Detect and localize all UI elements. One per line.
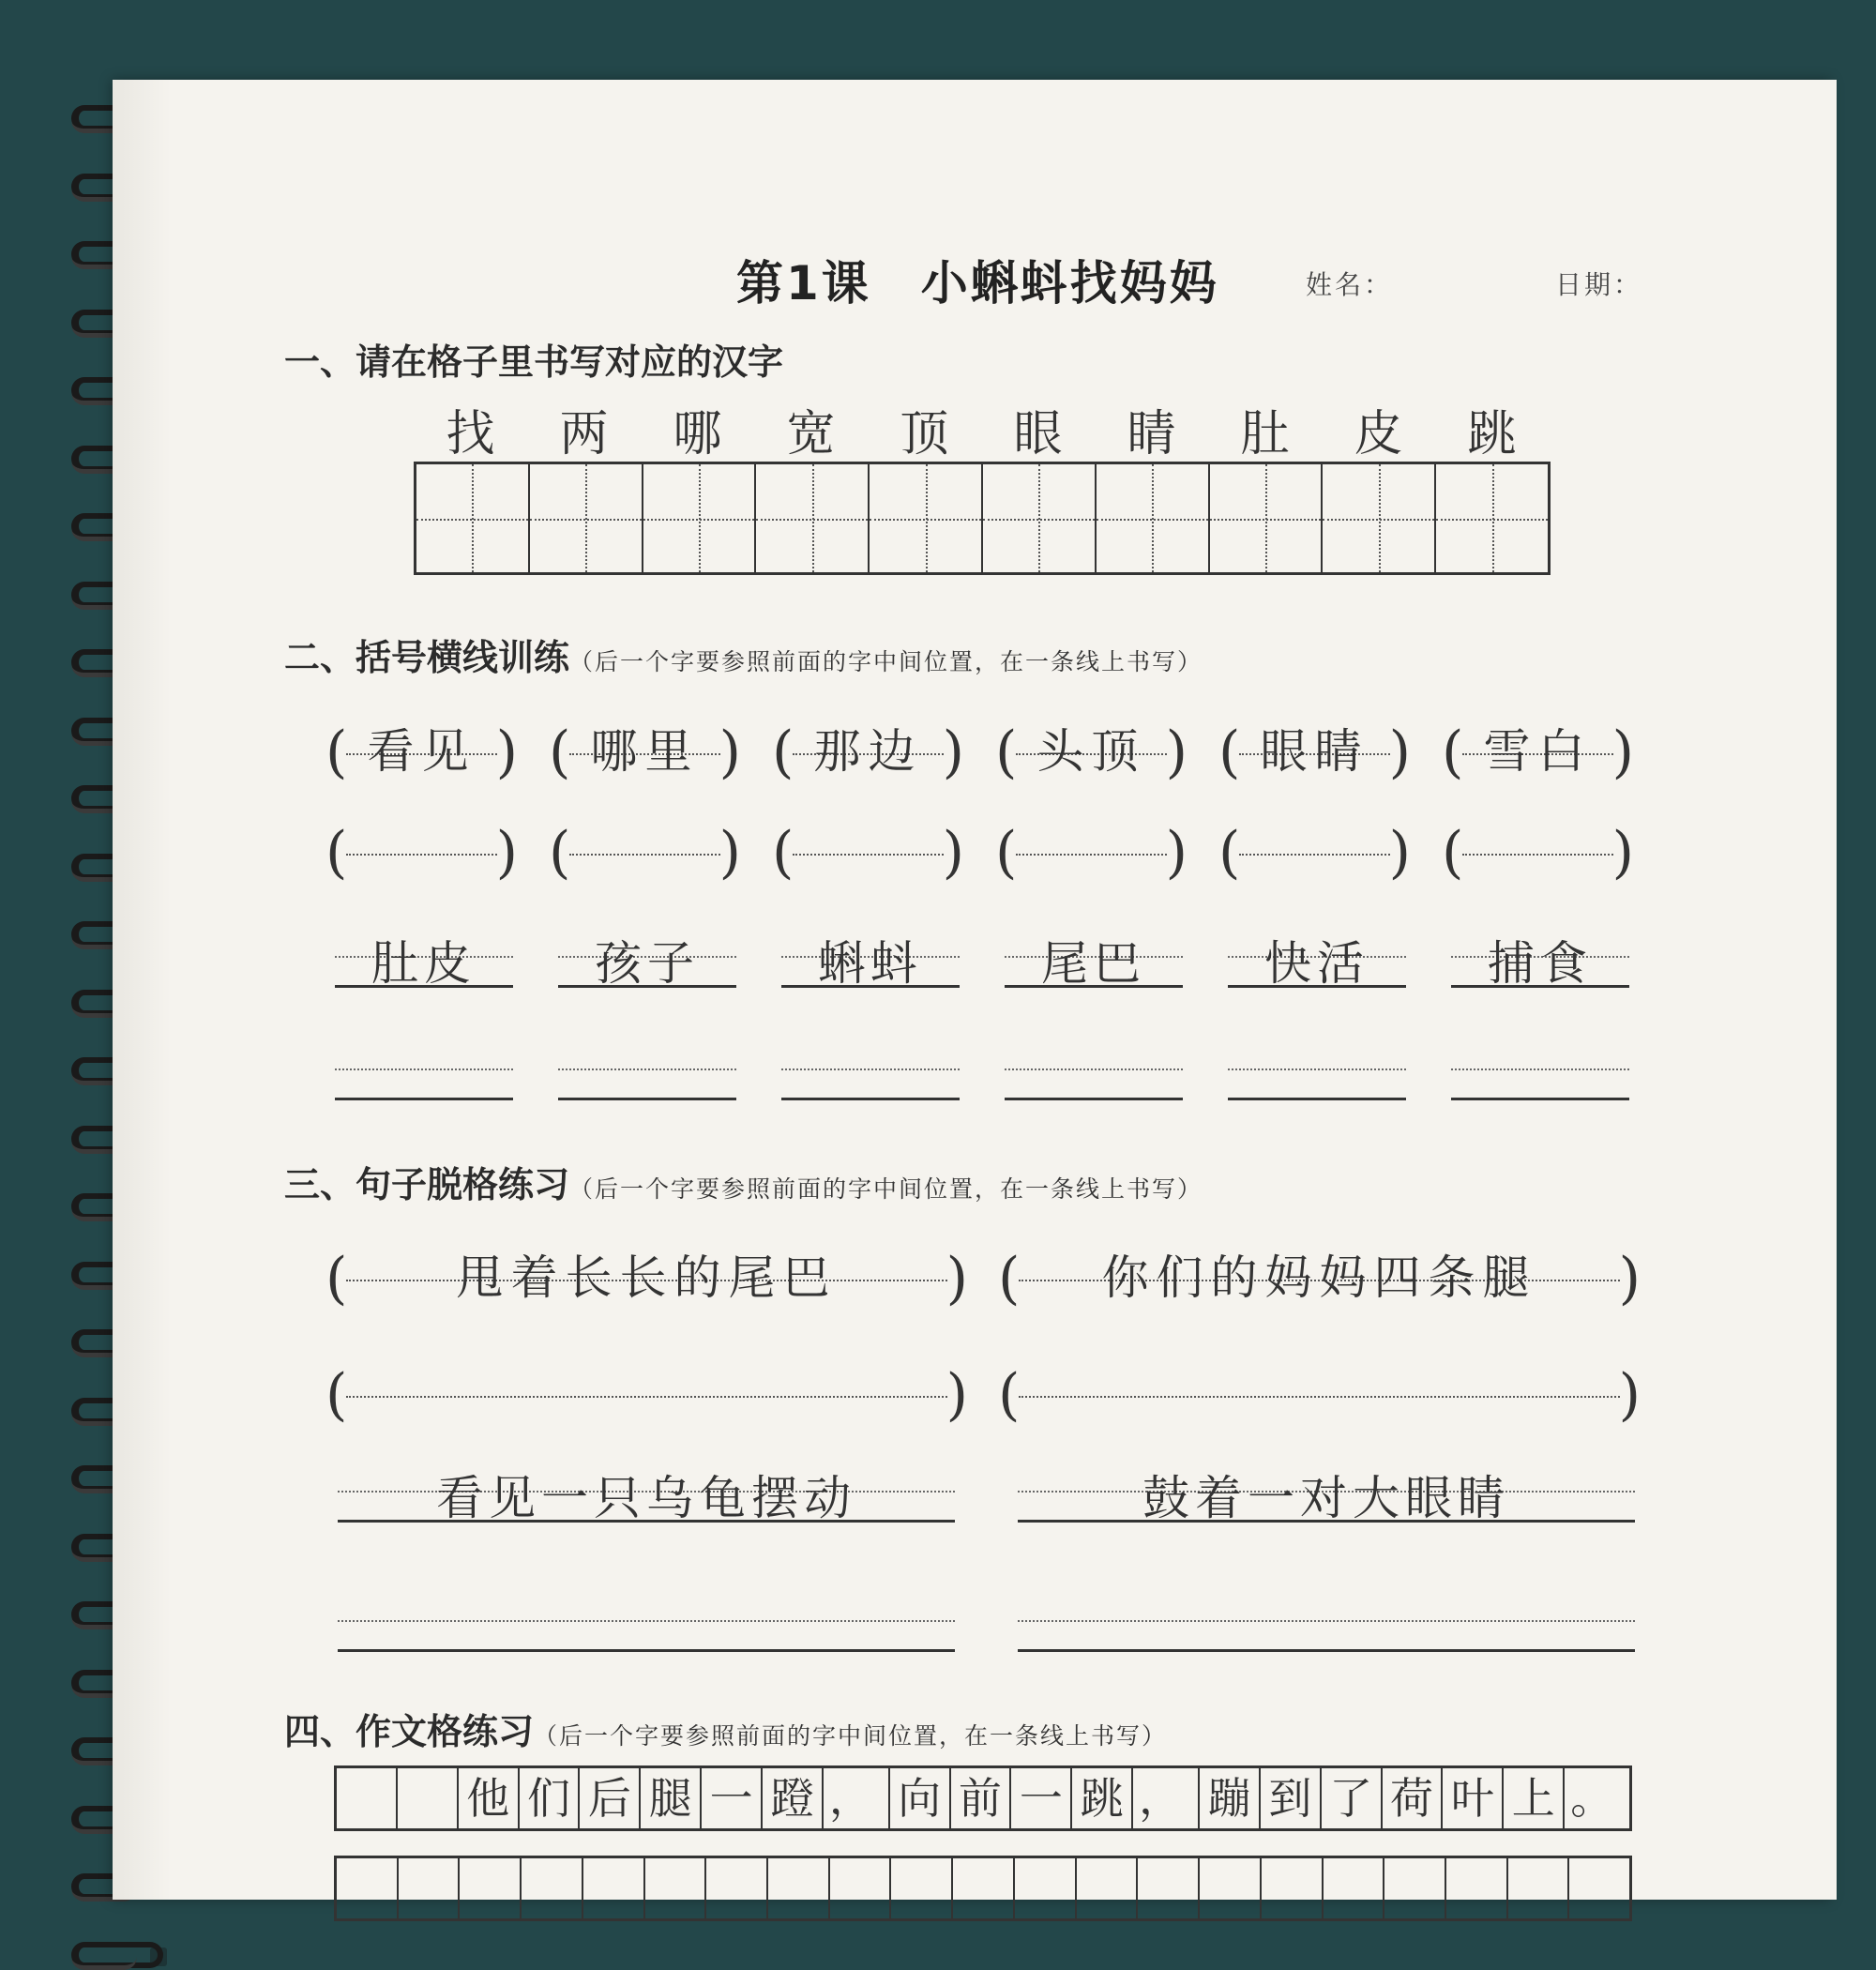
section3-note: （后一个字要参照前面的字中间位置，在一条线上书写） xyxy=(569,1175,1203,1203)
line-blank[interactable] xyxy=(558,1046,736,1100)
left-paren: ( xyxy=(549,820,571,886)
right-paren: ) xyxy=(719,720,741,785)
composition-cell[interactable] xyxy=(1200,1858,1262,1918)
composition-cell[interactable] xyxy=(460,1858,522,1918)
composition-cell[interactable] xyxy=(1384,1858,1446,1918)
composition-cell[interactable] xyxy=(398,1768,459,1828)
name-label: 姓名： xyxy=(1306,269,1394,300)
composition-cell[interactable] xyxy=(1138,1858,1200,1918)
reference-char: 顶 xyxy=(900,406,949,462)
right-paren: ) xyxy=(719,820,741,886)
line-sentence-box xyxy=(1018,1468,1635,1523)
composition-row-2[interactable] xyxy=(334,1856,1632,1921)
tian-cell[interactable] xyxy=(870,464,983,572)
tian-cell[interactable] xyxy=(756,464,870,572)
left-paren: ( xyxy=(995,720,1018,785)
composition-cell[interactable] xyxy=(768,1858,830,1918)
composition-cell[interactable]: 前 xyxy=(951,1768,1012,1828)
spiral-ring xyxy=(66,1942,174,1970)
date-label: 日期： xyxy=(1555,269,1643,300)
section4-note: （后一个字要参照前面的字中间位置，在一条线上书写） xyxy=(534,1722,1168,1750)
paren-word: 哪里 xyxy=(590,724,700,779)
line-sentence: 看见一只乌龟摆动 xyxy=(436,1471,856,1525)
paren-blank[interactable] xyxy=(1442,820,1634,886)
line-blank[interactable] xyxy=(1228,1046,1406,1100)
left-paren: ( xyxy=(772,720,794,785)
paren-blank[interactable] xyxy=(995,820,1188,886)
line-word: 捕食 xyxy=(1488,936,1593,991)
tian-cell[interactable] xyxy=(983,464,1097,572)
paren-word-box xyxy=(1442,720,1634,785)
composition-cell[interactable]: ， xyxy=(1133,1768,1200,1828)
right-paren: ) xyxy=(1611,820,1634,886)
paren-word: 那边 xyxy=(813,724,923,779)
tian-cell[interactable] xyxy=(643,464,757,572)
paren-word-box xyxy=(1218,720,1411,785)
composition-cell[interactable]: ， xyxy=(824,1768,890,1828)
composition-cell[interactable]: 蹦 xyxy=(1200,1768,1261,1828)
reference-char: 找 xyxy=(446,406,495,462)
reference-char: 肚 xyxy=(1240,406,1290,462)
reference-char: 宽 xyxy=(786,406,836,462)
composition-cell[interactable]: 。 xyxy=(1570,1773,1614,1824)
left-paren: ( xyxy=(995,820,1018,886)
reference-char: 皮 xyxy=(1354,406,1403,462)
tian-cell[interactable] xyxy=(530,464,643,572)
paren-sentence-box xyxy=(325,1246,968,1311)
left-paren: ( xyxy=(998,1362,1021,1428)
right-paren: ) xyxy=(1388,820,1411,886)
right-paren: ) xyxy=(1618,1362,1641,1428)
paren-sentence: 你们的妈妈四条腿 xyxy=(1101,1250,1537,1305)
tian-cell[interactable] xyxy=(416,464,530,572)
line-sentence-blank[interactable] xyxy=(1018,1598,1635,1652)
lesson-title: 第1课 小蝌蚪找妈妈 xyxy=(736,256,1219,311)
section4-heading xyxy=(284,1703,1167,1754)
composition-cell[interactable] xyxy=(891,1858,953,1918)
paren-word: 头顶 xyxy=(1036,724,1146,779)
paren-blank[interactable] xyxy=(549,820,741,886)
reference-char: 哪 xyxy=(673,406,722,462)
right-paren: ) xyxy=(1165,820,1188,886)
right-paren: ) xyxy=(1618,1246,1641,1311)
line-word-box xyxy=(1005,933,1183,991)
left-paren: ( xyxy=(549,720,571,785)
right-paren: ) xyxy=(1165,720,1188,785)
line-word: 蝌蚪 xyxy=(818,936,923,991)
composition-cell[interactable] xyxy=(953,1858,1015,1918)
right-paren: ) xyxy=(495,820,518,886)
line-sentence: 鼓着一对大眼睛 xyxy=(1142,1471,1510,1525)
reference-char: 睛 xyxy=(1127,406,1176,462)
line-word-box xyxy=(1228,933,1406,991)
composition-cell[interactable] xyxy=(583,1858,645,1918)
left-paren: ( xyxy=(1218,720,1241,785)
right-paren: ) xyxy=(942,720,964,785)
paren-blank[interactable] xyxy=(772,820,964,886)
tian-cell[interactable] xyxy=(1436,464,1548,572)
line-word: 肚皮 xyxy=(371,936,477,991)
right-paren: ) xyxy=(1611,720,1634,785)
tian-cell[interactable] xyxy=(1323,464,1436,572)
paren-word-box xyxy=(995,720,1188,785)
paren-word: 眼睛 xyxy=(1260,724,1369,779)
composition-cell[interactable] xyxy=(1077,1858,1139,1918)
paren-blank[interactable] xyxy=(325,820,518,886)
left-paren: ( xyxy=(325,820,348,886)
composition-cell[interactable]: 们 xyxy=(520,1768,581,1828)
right-paren: ) xyxy=(495,720,518,785)
line-word-box xyxy=(781,933,960,991)
paren-word-box xyxy=(549,720,741,785)
left-paren: ( xyxy=(325,1246,348,1311)
section2-heading xyxy=(284,629,1203,680)
composition-cell[interactable] xyxy=(1015,1858,1077,1918)
composition-cell[interactable]: 后 xyxy=(580,1768,641,1828)
composition-cell[interactable]: 腿 xyxy=(641,1768,702,1828)
line-sentence-box xyxy=(338,1468,955,1523)
section2-title: 二、括号横线训练 xyxy=(284,637,570,678)
composition-cell[interactable]: 跳 xyxy=(1072,1768,1133,1828)
composition-cell[interactable]: 向 xyxy=(890,1768,951,1828)
composition-cell[interactable] xyxy=(522,1858,583,1918)
composition-cell[interactable]: 蹬 xyxy=(763,1768,824,1828)
section1-title: 一、请在格子里书写对应的汉字 xyxy=(284,341,784,383)
paren-sentence-blank[interactable] xyxy=(325,1362,968,1428)
composition-cell[interactable] xyxy=(337,1858,399,1918)
composition-cell[interactable]: 一 xyxy=(702,1768,763,1828)
line-word: 快活 xyxy=(1264,936,1369,991)
composition-cell[interactable]: 了 xyxy=(1322,1768,1383,1828)
composition-cell[interactable] xyxy=(1569,1858,1629,1918)
line-sentence-blank[interactable] xyxy=(338,1598,955,1652)
left-paren: ( xyxy=(325,1362,348,1428)
left-paren: ( xyxy=(1442,720,1464,785)
paren-word: 看见 xyxy=(367,724,477,779)
line-word-box xyxy=(558,933,736,991)
tian-grid[interactable] xyxy=(414,462,1551,575)
tian-cell[interactable] xyxy=(1097,464,1210,572)
line-word-box xyxy=(1451,933,1629,991)
paren-blank[interactable] xyxy=(1218,820,1411,886)
paren-sentence-blank[interactable] xyxy=(998,1362,1641,1428)
section2-note: （后一个字要参照前面的字中间位置，在一条线上书写） xyxy=(569,648,1203,675)
reference-char: 两 xyxy=(559,406,609,462)
composition-cell[interactable] xyxy=(399,1858,461,1918)
reference-char: 跳 xyxy=(1467,406,1517,462)
line-word: 孩子 xyxy=(595,936,700,991)
composition-cell[interactable]: 荷 xyxy=(1383,1768,1444,1828)
composition-cell[interactable] xyxy=(645,1858,707,1918)
composition-cell[interactable]: 叶 xyxy=(1443,1768,1504,1828)
right-paren: ) xyxy=(942,820,964,886)
left-paren: ( xyxy=(772,820,794,886)
line-word-box xyxy=(335,933,513,991)
right-paren: ) xyxy=(946,1362,968,1428)
page-edge xyxy=(113,80,171,1900)
line-blank[interactable] xyxy=(335,1046,513,1100)
line-blank[interactable] xyxy=(781,1046,960,1100)
paren-word-box xyxy=(772,720,964,785)
line-blank[interactable] xyxy=(1451,1046,1629,1100)
composition-cell[interactable] xyxy=(337,1768,398,1828)
composition-row-1[interactable] xyxy=(334,1765,1632,1831)
reference-char: 眼 xyxy=(1013,406,1063,462)
left-paren: ( xyxy=(1218,820,1241,886)
line-blank[interactable] xyxy=(1005,1046,1183,1100)
paren-sentence-box xyxy=(998,1246,1641,1311)
composition-cell[interactable]: 上 xyxy=(1504,1768,1565,1828)
section4-title: 四、作文格练习 xyxy=(284,1711,535,1752)
left-paren: ( xyxy=(1442,820,1464,886)
paren-word: 雪白 xyxy=(1483,724,1593,779)
right-paren: ) xyxy=(1388,720,1411,785)
left-paren: ( xyxy=(325,720,348,785)
paren-sentence: 甩着长长的尾巴 xyxy=(456,1250,838,1305)
left-paren: ( xyxy=(998,1246,1021,1311)
right-paren: ) xyxy=(946,1246,968,1311)
section3-title: 三、句子脱格练习 xyxy=(284,1164,570,1205)
line-word: 尾巴 xyxy=(1041,936,1146,991)
paren-word-box xyxy=(325,720,518,785)
composition-cell[interactable] xyxy=(1262,1858,1324,1918)
composition-cell[interactable]: 他 xyxy=(459,1768,520,1828)
composition-cell[interactable]: 到 xyxy=(1261,1768,1322,1828)
composition-cell[interactable]: 一 xyxy=(1011,1768,1072,1828)
composition-cell[interactable] xyxy=(1324,1858,1385,1918)
tian-cell[interactable] xyxy=(1210,464,1324,572)
section3-heading xyxy=(284,1156,1203,1207)
composition-cell[interactable] xyxy=(830,1858,892,1918)
composition-cell[interactable] xyxy=(1446,1858,1508,1918)
composition-cell[interactable] xyxy=(706,1858,768,1918)
composition-cell[interactable] xyxy=(1508,1858,1570,1918)
